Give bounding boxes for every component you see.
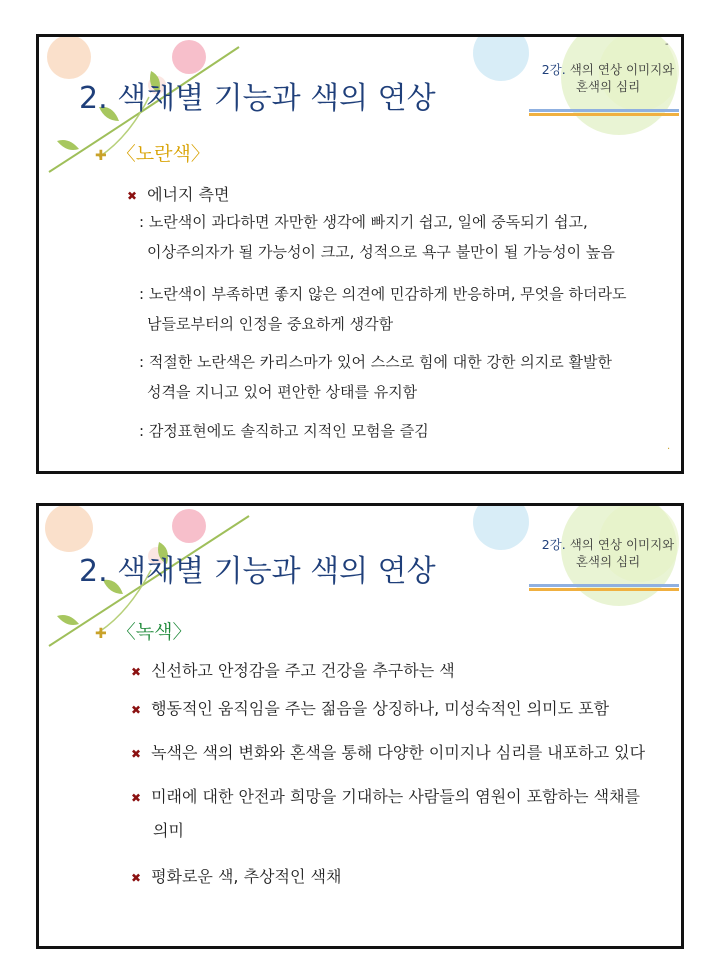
slide-title: 2. 색채별 기능과 색의 연상: [79, 81, 436, 116]
bullet-4: [131, 784, 640, 807]
lecture-number: 2강.: [541, 537, 566, 552]
item-3-line1: : 적절한 노란색은 카리스마가 있어 스스로 힘에 대한 강한 의지로 활발한: [139, 353, 612, 371]
bullet-energy: [127, 182, 229, 205]
bullet-x-icon: ✖: [131, 703, 142, 717]
section-marker-icon: ✚: [95, 148, 107, 164]
item-1-line1: : 노란색이 과다하면 자만한 생각에 빠지기 쉽고, 일에 중독되기 쉽고,: [139, 213, 588, 231]
section-heading-green: [95, 617, 191, 644]
badge-underline-blue: [529, 584, 679, 587]
bullet-3: [131, 740, 645, 763]
bullet-text: 에너지 측면: [147, 185, 230, 204]
bullet-1: [131, 658, 455, 681]
slide-title: 2. 색채별 기능과 색의 연상: [79, 554, 436, 589]
bullet-x-icon: ✖: [131, 665, 142, 679]
lecture-topic-line2: 혼색의 심리: [575, 79, 641, 94]
section-heading-text: 〈노란색〉: [116, 143, 210, 165]
item-2-line2: 남들로부터의 인정을 중요하게 생각함: [147, 315, 394, 333]
lecture-topic-line1: 색의 연상 이미지와: [565, 62, 675, 77]
badge-underline-blue: [529, 109, 679, 112]
slide-green: [36, 503, 684, 949]
section-heading-yellow: [95, 139, 210, 166]
badge-underline-orange: [529, 113, 679, 116]
lecture-topic-line2: 혼색의 심리: [575, 554, 641, 569]
bullet-text: 평화로운 색, 추상적인 색채: [151, 867, 342, 886]
bullet-text: 녹색은 색의 변화와 혼색을 통해 다양한 이미지나 심리를 내포하고 있다: [151, 743, 646, 762]
slide-yellow: [36, 34, 684, 474]
lecture-badge: [523, 61, 684, 95]
badge-underline-orange: [529, 588, 679, 591]
item-3: [139, 347, 612, 407]
section-marker-icon: ✚: [95, 626, 107, 642]
lecture-badge: [523, 536, 684, 570]
bullet-text: 행동적인 움직임을 주는 젊음을 상징하나, 미성숙적인 의미도 포함: [151, 699, 610, 718]
svg-text:.: .: [667, 441, 671, 452]
svg-text:-: -: [665, 39, 669, 50]
item-4-line1: : 감정표현에도 솔직하고 지적인 모험을 즐김: [139, 422, 429, 440]
bullet-4-continuation: 의미: [153, 821, 184, 840]
bullet-x-icon: ✖: [131, 747, 142, 761]
bullet-x-icon: ✖: [127, 189, 138, 203]
bullet-x-icon: ✖: [131, 791, 142, 805]
item-2: [139, 279, 626, 339]
bullet-2: [131, 696, 609, 719]
bullet-5: [131, 864, 341, 887]
section-heading-text: 〈녹색〉: [116, 621, 192, 643]
item-3-line2: 성격을 지니고 있어 편안한 상태를 유지함: [147, 383, 418, 401]
bullet-text: 신선하고 안정감을 주고 건강을 추구하는 색: [151, 661, 455, 680]
lecture-number: 2강.: [541, 62, 566, 77]
item-2-line1: : 노란색이 부족하면 좋지 않은 의견에 민감하게 반응하며, 무엇을 하더라도: [139, 285, 627, 303]
item-4: [139, 416, 429, 446]
lecture-topic-line1: 색의 연상 이미지와: [565, 537, 675, 552]
item-1-line2: 이상주의자가 될 가능성이 크고, 성적으로 욕구 불만이 될 가능성이 높음: [147, 243, 615, 261]
item-1: [139, 207, 615, 267]
bullet-x-icon: ✖: [131, 871, 142, 885]
bullet-text: 미래에 대한 안전과 희망을 기대하는 사람들의 염원이 포함하는 색채를: [151, 787, 640, 806]
